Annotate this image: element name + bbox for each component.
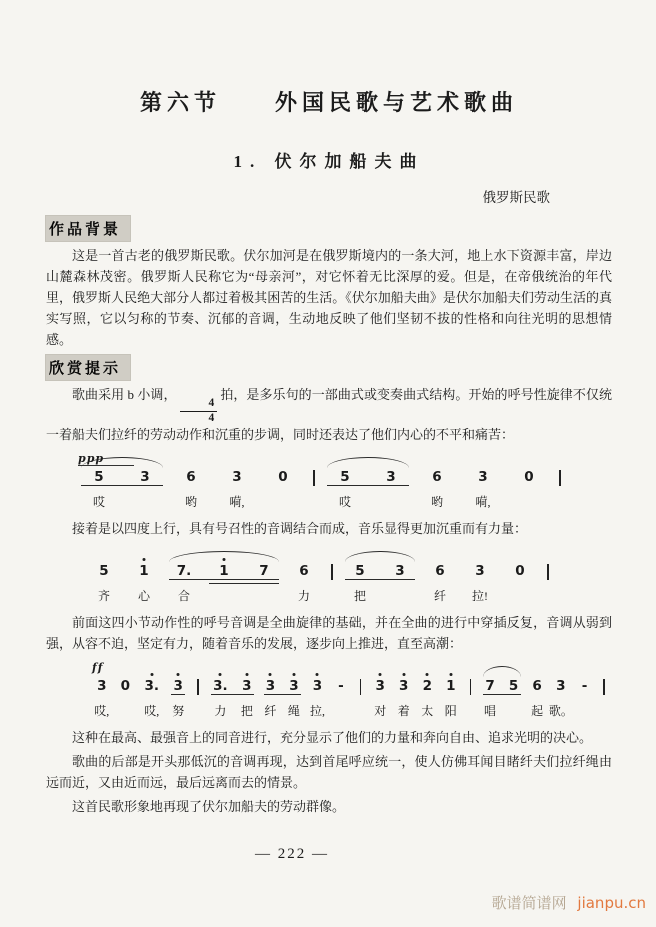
lyric: 力 — [297, 589, 310, 603]
note-cell — [260, 469, 306, 510]
note-cell — [502, 678, 526, 719]
barline-mark — [331, 564, 333, 580]
note-underline — [327, 485, 409, 486]
note: 5 — [340, 469, 350, 485]
octave-dot — [379, 673, 382, 676]
dynamic-marking: ff — [92, 661, 104, 674]
octave-dot — [177, 673, 180, 676]
note: 6 — [435, 563, 445, 579]
note: 3 — [140, 469, 150, 485]
page-number: — 222 — — [255, 846, 329, 862]
note: 3 — [475, 563, 485, 579]
barline-mark — [603, 679, 605, 695]
music-line-3 — [46, 660, 612, 719]
note: 7 — [485, 678, 495, 694]
barline — [540, 563, 556, 580]
note: 1 — [139, 563, 148, 580]
slur — [345, 551, 415, 562]
slur — [327, 457, 409, 468]
lyric: 哎, — [94, 704, 110, 718]
tips-paragraph-2: 接着是以四度上行，具有号召性的音调结合而成，音乐显得更加沉重而有力量： — [72, 521, 528, 536]
note: 3. — [145, 678, 160, 695]
lyric: 哎 — [92, 495, 105, 509]
barline — [552, 469, 568, 486]
note-cell — [392, 678, 416, 719]
note-cell — [525, 678, 549, 719]
octave-dot — [143, 558, 146, 561]
note: 3 — [376, 678, 385, 695]
note-cell — [284, 563, 324, 604]
time-signature-denominator: 4 — [208, 411, 215, 424]
note-cell — [368, 678, 392, 719]
note: 0 — [515, 563, 525, 579]
note: 0 — [524, 469, 534, 485]
lyric: 努 — [172, 704, 185, 718]
note-underline — [345, 579, 415, 580]
lyric: 纤 — [264, 704, 277, 718]
lyric: 绳 — [287, 704, 300, 718]
lyric: 歌。 — [548, 704, 573, 718]
note: 3 — [289, 678, 298, 695]
note-underline — [211, 694, 254, 695]
note: 5 — [508, 678, 519, 694]
note: 6 — [299, 563, 309, 579]
octave-dot — [316, 673, 319, 676]
watermark — [492, 892, 646, 913]
slur — [169, 551, 279, 562]
octave-dot — [449, 673, 452, 676]
note: 3. — [213, 678, 228, 695]
note-cell — [306, 678, 330, 719]
octave-dot — [402, 673, 405, 676]
background-paragraph: 这是一首古老的俄罗斯民歌。伏尔加河是在俄罗斯境内的一条大河，地上水下资源丰富，岸边山麓森林茂密。俄罗斯人民称它为“母亲河”，对它怀着无比深厚的爱。但是，在帝俄统治的年代里，俄罗斯人民绝大部分人都过着极其困苦的生活。《伏尔加船夫曲》是伏尔加船夫们劳动生活的真实写照，它以匀称的节奏、沉郁的音调，生动地反映了他们坚韧不拔的性格和向往光明的思想情感。 — [46, 248, 612, 347]
note: 6 — [186, 469, 196, 485]
note: 3 — [313, 678, 322, 695]
note-cell — [414, 469, 460, 510]
note-cell — [166, 678, 190, 719]
barline — [306, 469, 322, 486]
note: 3 — [478, 469, 488, 485]
lyric: 哎 — [338, 495, 351, 509]
lyric: 阳 — [444, 704, 457, 718]
note-cell — [164, 563, 204, 604]
lyric: 把 — [240, 704, 253, 718]
note-cell — [439, 678, 463, 719]
barline — [463, 678, 479, 695]
note: 3 — [266, 678, 275, 695]
note: 3 — [97, 678, 107, 694]
lyric: 嗬, — [475, 495, 491, 509]
barline — [353, 678, 369, 695]
note-cell — [329, 678, 353, 719]
note-cell — [235, 678, 259, 719]
note-cell — [506, 469, 552, 510]
note-cell — [460, 563, 500, 604]
tips-paragraph-3: 前面这四小节动作性的呼号音调是全曲旋律的基础，并在全曲的进行中穿插反复，音调从弱到强，从容不迫，坚定有力，随着音乐的发展，逐步向上推进，直至高潮： — [46, 615, 612, 651]
background-section-header — [46, 216, 130, 241]
song-title: 1. 伏尔加船夫曲 — [233, 152, 425, 171]
lyric: 对 — [374, 704, 387, 718]
octave-dot — [269, 673, 272, 676]
lyric: 合 — [177, 589, 190, 603]
note-cell — [90, 678, 114, 719]
note-underline — [81, 485, 163, 486]
note-cell — [573, 678, 597, 719]
barline-mark — [470, 679, 472, 695]
note-underline — [171, 694, 185, 695]
note-cell — [124, 563, 164, 604]
note: 7 — [259, 563, 269, 579]
note-cell — [549, 678, 573, 719]
note: 1 — [219, 563, 228, 580]
lyric: 拉, — [309, 704, 325, 718]
octave-dot — [292, 673, 295, 676]
barline-mark — [197, 679, 199, 695]
note: 6 — [432, 469, 442, 485]
note: 5 — [99, 563, 109, 579]
time-signature-numerator: 4 — [180, 398, 218, 412]
note: 3 — [174, 678, 183, 695]
note: 3 — [395, 563, 405, 579]
note-cell — [84, 563, 124, 604]
tips-paragraph-4: 这种在最高、最强音上的同音进行，充分显示了他们的力量和奔向自由、追求光明的决心。 — [72, 730, 593, 745]
lyric: 着 — [397, 704, 410, 718]
barline — [324, 563, 340, 580]
section-title: 第六节 外国民歌与艺术歌曲 — [139, 90, 518, 115]
tips-paragraph-6: 这首民歌形象地再现了伏尔加船夫的劳动群像。 — [72, 799, 346, 814]
tips-section-header — [46, 355, 130, 380]
lyric: 齐 — [97, 589, 110, 603]
note-cell — [322, 469, 368, 510]
note-cell — [478, 678, 502, 719]
tips-paragraph-1-text-before: 歌曲采用 b 小调， — [72, 387, 177, 402]
note: 0 — [120, 678, 130, 694]
time-signature — [180, 398, 218, 424]
note: 3 — [386, 469, 396, 485]
note-underline — [169, 579, 279, 580]
music-line-2 — [46, 545, 612, 604]
note: 7. — [176, 563, 192, 579]
lyric: 哟 — [184, 495, 197, 509]
note-cell — [420, 563, 460, 604]
lyric: 嗬, — [229, 495, 245, 509]
note-cell — [114, 678, 138, 719]
song-source: 俄罗斯民歌 — [482, 190, 550, 205]
lyric: 心 — [137, 589, 150, 603]
note-cell — [416, 678, 440, 719]
note: 3 — [232, 469, 242, 485]
note-cell — [168, 469, 214, 510]
octave-dot — [245, 673, 248, 676]
note-cell — [380, 563, 420, 604]
lyric: 起 — [531, 704, 544, 718]
tips-header-label: 欣赏提示 — [49, 360, 122, 377]
tips-paragraph-1-text-after: 拍，是多乐句的一部曲式或变奏曲式结构。开始的呼号性旋律不仅统一着船夫们拉纤的劳动动作和沉重的步调，同时还表达了他们内心的不平和痛苦： — [46, 387, 612, 442]
tips-paragraph-1 — [46, 384, 612, 445]
lyric: 纤 — [433, 589, 446, 603]
note-underline — [209, 583, 279, 584]
note: 3 — [242, 678, 251, 695]
note: 5 — [355, 563, 365, 579]
note-cell — [500, 563, 540, 604]
tips-paragraph-5: 歌曲的后部是开头那低沉的音调再现，达到首尾呼应统一，使人仿佛耳闻目睹纤夫们拉纤绳由远而近，又由近而远，最后远离而去的情景。 — [46, 754, 612, 790]
note-cell — [368, 469, 414, 510]
note-cell — [460, 469, 506, 510]
octave-dot — [426, 673, 429, 676]
watermark-site-url: jianpu.cn — [577, 894, 646, 912]
note-cell — [259, 678, 283, 719]
lyric: 哟 — [430, 495, 443, 509]
barline-mark — [360, 679, 362, 695]
barline-mark — [559, 470, 561, 486]
lyric: 哎, — [144, 704, 160, 718]
lyric: 拉! — [472, 589, 488, 603]
barline-mark — [313, 470, 315, 486]
note: 3 — [399, 678, 408, 695]
note: 3 — [556, 678, 566, 694]
barline — [190, 678, 206, 695]
note: 0 — [278, 469, 288, 485]
note-cell — [137, 678, 166, 719]
music-line-1 — [46, 451, 612, 510]
lyric: 唱 — [484, 704, 497, 718]
note-cell — [282, 678, 306, 719]
watermark-site-name: 歌谱简谱网 — [491, 894, 567, 912]
note-cell — [206, 678, 235, 719]
slur — [483, 666, 521, 677]
barline — [596, 678, 612, 695]
background-header-label: 作品背景 — [49, 221, 122, 238]
note-underline — [264, 694, 301, 695]
octave-dot — [150, 673, 153, 676]
lyric: 把 — [353, 589, 366, 603]
note: - — [338, 678, 344, 694]
note: 6 — [532, 678, 542, 694]
note-underline — [483, 694, 521, 695]
note-cell — [214, 469, 260, 510]
lyric: 力 — [214, 704, 227, 718]
note: 2 — [423, 678, 432, 695]
note-cell — [340, 563, 380, 604]
octave-dot — [219, 673, 222, 676]
barline-mark — [547, 564, 549, 580]
dynamic-marking: ppp — [78, 452, 134, 466]
note: 1 — [446, 678, 455, 695]
note: 5 — [94, 469, 104, 485]
lyric: 太 — [421, 704, 434, 718]
note: - — [581, 678, 588, 694]
note-cell — [122, 469, 168, 510]
note-cell — [76, 469, 122, 510]
